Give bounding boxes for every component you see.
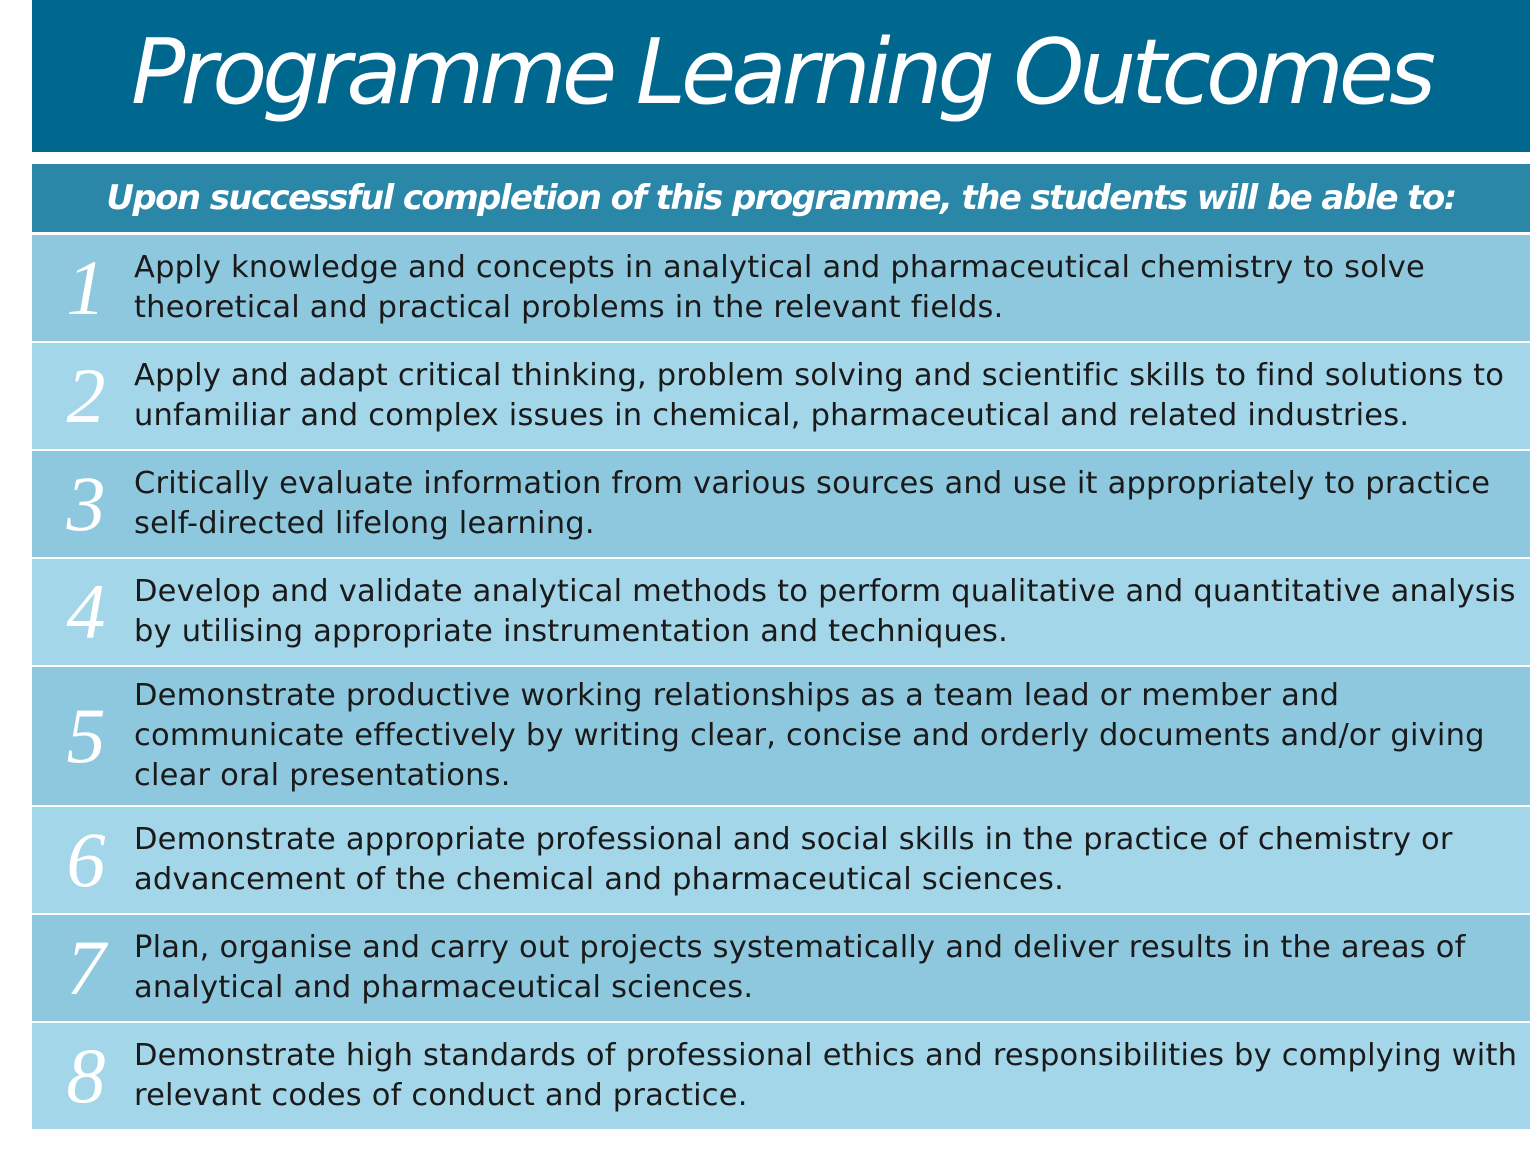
subtitle-banner (32, 164, 1530, 235)
outcome-row-5 (32, 667, 1530, 807)
page-subtitle: Upon successful completion of this programme, the students will be able to: (106, 178, 1456, 218)
page-title: Programme Learning Outcomes (130, 20, 1432, 125)
outcome-text: Critically evaluate information from various sources and use it appropriately to practice self-directed lifelong learning. (134, 466, 1491, 541)
outcome-text: Demonstrate high standards of professional ethics and responsibilities by complying with relevant codes of conduct and practice. (134, 1038, 1518, 1113)
outcome-row-3 (32, 451, 1530, 559)
outcome-row-8 (32, 1023, 1530, 1131)
outcome-text: Plan, organise and carry out projects systematically and deliver results in the areas of analytical and pharmaceutical sciences. (134, 930, 1466, 1005)
outcome-list (32, 235, 1530, 1131)
outcome-text: Apply knowledge and concepts in analytical and pharmaceutical chemistry to solve theoretical and practical problems in the relevant fields. (134, 250, 1426, 325)
title-banner (32, 0, 1530, 153)
outcome-number: 8 (66, 1032, 106, 1119)
outcome-text: Develop and validate analytical methods to perform qualitative and quantitative analysis by utilising appropriate instrumentation and techniques. (134, 574, 1516, 649)
outcome-number: 6 (66, 816, 106, 903)
outcome-text: Demonstrate appropriate professional and social skills in the practice of chemistry or advancement of the chemical and pharmaceutical sciences. (134, 822, 1453, 897)
outcome-row-6 (32, 807, 1530, 915)
outcome-number: 4 (66, 568, 106, 655)
learning-outcomes-sheet (32, 0, 1530, 1131)
outcome-row-2 (32, 343, 1530, 451)
outcome-text: Apply and adapt critical thinking, problem solving and scientific skills to find solutions to unfamiliar and complex issues in chemical, pharmaceutical and related industries. (134, 358, 1505, 433)
outcome-number: 1 (66, 244, 106, 331)
outcome-number: 7 (66, 924, 106, 1011)
banner-divider (32, 153, 1530, 164)
outcome-number: 2 (66, 352, 106, 439)
outcome-row-1 (32, 235, 1530, 343)
outcome-row-7 (32, 915, 1530, 1023)
outcome-text: Demonstrate productive working relationships as a team lead or member and communicate effectively by writing clear, concise and orderly documents and/or giving clear oral presentations. (134, 678, 1485, 793)
outcome-number: 5 (66, 692, 106, 779)
outcome-row-4 (32, 559, 1530, 667)
outcome-number: 3 (66, 460, 106, 547)
